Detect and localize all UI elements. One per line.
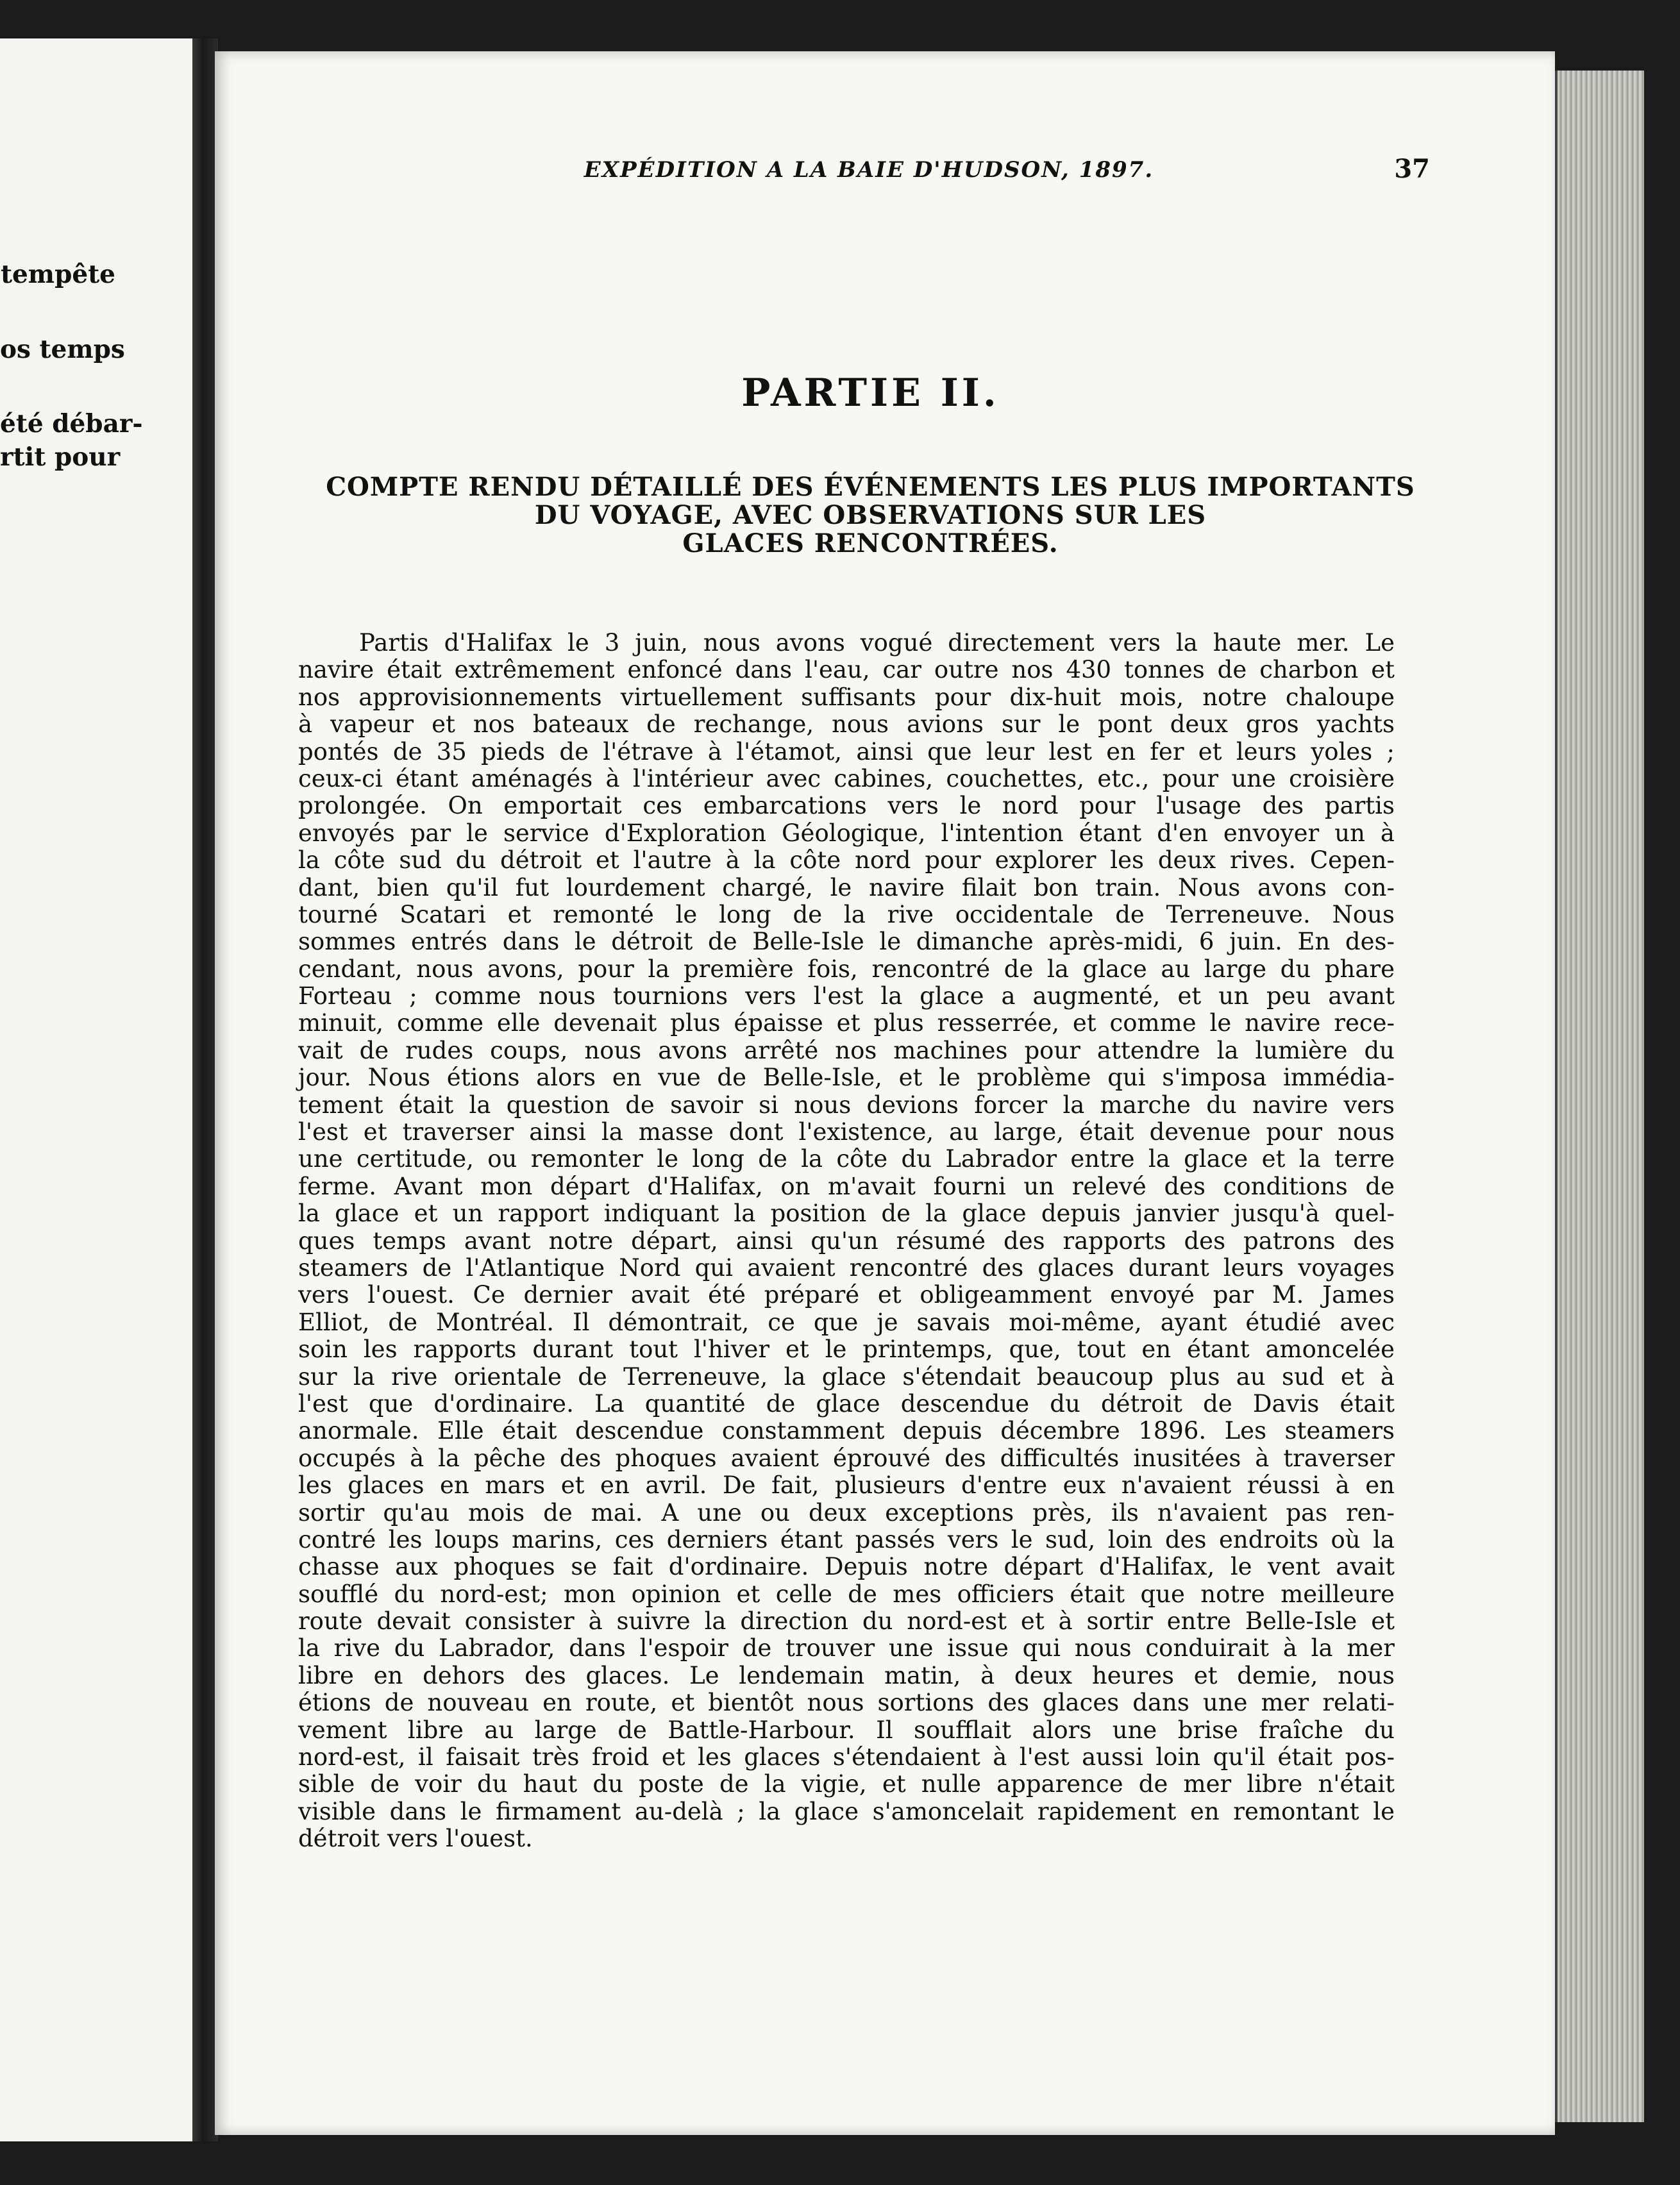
body-line: cendant, nous avons, pour la première fois, rencontré de la glace au large du phare <box>298 955 1395 983</box>
body-line: minuit, comme elle devenait plus épaisse et plus resserrée, et comme le navire rece- <box>298 1009 1395 1037</box>
body-line: contré les loups marins, ces derniers étant passés vers le sud, loin des endroits où la <box>298 1525 1395 1553</box>
body-line: vers l'ouest. Ce dernier avait été préparé et obligeamment envoyé par M. James <box>298 1281 1395 1309</box>
body-line: tourné Scatari et remonté le long de la rive occidentale de Terreneuve. Nous <box>298 900 1395 928</box>
previous-page-fragment: été débar- <box>0 409 143 439</box>
body-line: ceux-ci étant aménagés à l'intérieur avec cabines, couchettes, etc., pour une croisière <box>298 764 1395 792</box>
body-line: chasse aux phoques se fait d'ordinaire. Depuis notre départ d'Halifax, le vent avait <box>298 1553 1395 1581</box>
body-line: nos approvisionnements virtuellement suffisants pour dix-huit mois, notre chaloupe <box>298 683 1395 711</box>
section-subtitle <box>301 473 1440 558</box>
page-number: 37 <box>1394 154 1430 184</box>
subtitle-line: GLACES RENCONTRÉES. <box>682 528 1059 558</box>
body-line: la côte sud du détroit et l'autre à la côte nord pour explorer les deux rives. Cepen- <box>298 846 1395 875</box>
body-line: l'est et traverser ainsi la masse dont l'existence, au large, était devenue pour nous <box>298 1118 1395 1146</box>
previous-page-fragment: tempête <box>0 260 115 289</box>
book-gutter <box>192 38 218 2141</box>
body-line: anormale. Elle était descendue constamment depuis décembre 1896. Les steamers <box>298 1417 1395 1445</box>
body-line: prolongée. On emportait ces embarcations vers le nord pour l'usage des partis <box>298 792 1395 820</box>
body-line: détroit vers l'ouest. <box>298 1825 533 1853</box>
body-line: l'est que d'ordinaire. La quantité de glace descendue du détroit de Davis était <box>298 1389 1395 1418</box>
body-line: envoyés par le service d'Exploration Géologique, l'intention étant d'en envoyer un à <box>298 819 1395 847</box>
body-line: les glaces en mars et en avril. De fait, plusieurs d'entre eux n'avaient réussi à en <box>298 1471 1395 1500</box>
body-line: occupés à la pêche des phoques avaient éprouvé des difficultés inusitées à traverser <box>298 1444 1395 1472</box>
running-head: EXPÉDITION A LA BAIE D'HUDSON, 1897. <box>584 157 1154 183</box>
body-line: visible dans le firmament au-delà ; la glace s'amoncelait rapidement en remontant le <box>298 1797 1395 1825</box>
body-line: nord-est, il faisait très froid et les glaces s'étendaient à l'est aussi loin qu'il était pos- <box>298 1743 1395 1771</box>
body-line: Forteau ; comme nous tournions vers l'est la glace a augmenté, et un peu avant <box>298 982 1395 1010</box>
page-edges <box>1555 71 1644 2122</box>
body-line: étions de nouveau en route, et bientôt nous sortions des glaces dans une mer relati- <box>298 1689 1395 1717</box>
body-line: soufflé du nord-est; mon opinion et celle de mes officiers était que notre meilleure <box>298 1580 1395 1608</box>
body-line: soin les rapports durant tout l'hiver et le printemps, que, tout en étant amoncelée <box>298 1335 1395 1364</box>
subtitle-line: COMPTE RENDU DÉTAILLÉ DES ÉVÉNEMENTS LES PLUS IMPORTANTS <box>326 472 1415 502</box>
body-line: vement libre au large de Battle-Harbour. Il soufflait alors une brise fraîche du <box>298 1716 1395 1744</box>
body-line: navire était extrêmement enfoncé dans l'eau, car outre nos 430 tonnes de charbon et <box>298 656 1395 684</box>
body-line: sortir qu'au mois de mai. A une ou deux exceptions près, ils n'avaient pas ren- <box>298 1498 1395 1527</box>
body-line: Elliot, de Montréal. Il démontrait, ce que je savais moi-même, ayant étudié avec <box>298 1308 1395 1336</box>
body-paragraph <box>298 630 1395 1853</box>
body-line: sible de voir du haut du poste de la vigie, et nulle apparence de mer libre n'était <box>298 1770 1395 1798</box>
body-line: à vapeur et nos bateaux de rechange, nous avions sur le pont deux gros yachts <box>298 710 1395 739</box>
previous-page <box>0 38 192 2141</box>
body-line: la glace et un rapport indiquant la position de la glace depuis janvier jusqu'à quel- <box>298 1200 1395 1228</box>
body-line: libre en dehors des glaces. Le lendemain matin, à deux heures et demie, nous <box>298 1661 1395 1689</box>
body-line: vait de rudes coups, nous avons arrêté nos machines pour attendre la lumière du <box>298 1036 1395 1064</box>
body-line: sur la rive orientale de Terreneuve, la glace s'étendait beaucoup plus au sud et à <box>298 1362 1395 1391</box>
body-line: pontés de 35 pieds de l'étrave à l'étamot, ainsi que leur lest en fer et leurs yoles ; <box>298 737 1395 766</box>
previous-page-fragment: os temps <box>0 335 125 364</box>
subtitle-line: DU VOYAGE, AVEC OBSERVATIONS SUR LES <box>534 500 1207 530</box>
body-line: ques temps avant notre départ, ainsi qu'un résumé des rapports des patrons des <box>298 1226 1395 1255</box>
body-line: route devait consister à suivre la direction du nord-est et à sortir entre Belle-Isle et <box>298 1607 1395 1636</box>
part-title: PARTIE II. <box>741 371 1000 415</box>
body-line: ferme. Avant mon départ d'Halifax, on m'avait fourni un relevé des conditions de <box>298 1172 1395 1200</box>
body-line: steamers de l'Atlantique Nord qui avaient rencontré des glaces durant leurs voyages <box>298 1253 1395 1282</box>
body-line: jour. Nous étions alors en vue de Belle-Isle, et le problème qui s'imposa immédia- <box>298 1064 1395 1092</box>
body-line: sommes entrés dans le détroit de Belle-Isle le dimanche après-midi, 6 juin. En des- <box>298 928 1395 956</box>
body-line: Partis d'Halifax le 3 juin, nous avons vogué directement vers la haute mer. Le <box>359 629 1395 657</box>
body-line: une certitude, ou remonter le long de la côte du Labrador entre la glace et la terre <box>298 1145 1395 1173</box>
body-line: la rive du Labrador, dans l'espoir de trouver une issue qui nous conduirait à la mer <box>298 1634 1395 1662</box>
previous-page-fragment: rtit pour <box>0 442 121 472</box>
body-line: dant, bien qu'il fut lourdement chargé, le navire filait bon train. Nous avons con- <box>298 873 1395 901</box>
body-line: tement était la question de savoir si nous devions forcer la marche du navire vers <box>298 1091 1395 1119</box>
